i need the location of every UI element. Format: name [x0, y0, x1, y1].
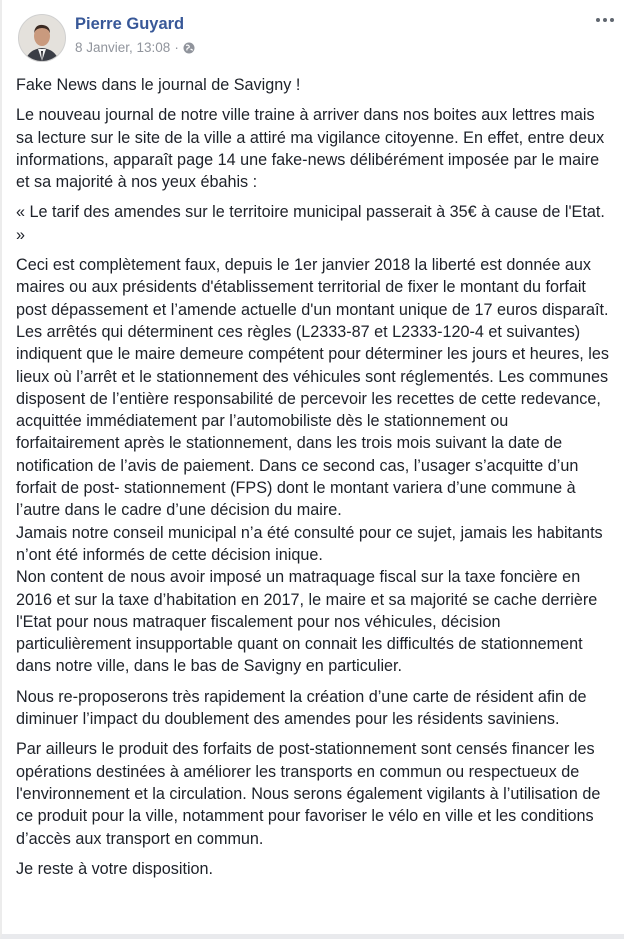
post-paragraph: « Le tarif des amendes sur le territoire municipal passerait à 35€ à cause de l'Etat. »	[16, 203, 605, 244]
post-paragraph: Ceci est complètement faux, depuis le 1er janvier 2018 la liberté est donnée aux maires ou aux présidents d'établissement territorial de fixer le montant du forfait post dépassement et l’amende actuelle d'un montant unique de 17 euros disparaît. Les arrêtés qui déterminent ces règles (L2333-87 et L2333-120-4 et suivantes) indiquent que le maire demeure compétent pour déterminer les jours et heures, les lieux où l’arrêt et le stationnement des véhicules sont réglementés. Les communes disposent de l’entière responsabilité de percevoir les recettes de cette redevance, acquittée immédiatement par l’automobiliste dès le stationnement ou forfaitairement après le stationnement, dans les trois mois suivant la date de notification de l’avis de paiement. Dans ce second cas, l’usager s’acquitte d’un forfait de post- stationnement (FPS) dont le montant variera d’une commune à l’autre dans le cadre d’une décision du maire. Jamais notre conseil municipal n’a été consulté pour ce sujet, jamais les habitants n’ont été informés de cette décision inique. Non content de nous avoir imposé un matraquage fiscal sur la taxe foncière en 2016 et sur la taxe d’habitation en 2017, le maire et sa majorité se cache derrière l'Etat pour nous matraquer fiscalement pour nos véhicules, décision particulièrement insupportable quant on connait les difficultés de stationnement dans notre ville, dans le bas de Savigny en particulier.	[16, 256, 609, 676]
author-name[interactable]: Pierre Guyard	[75, 15, 185, 33]
person-portrait-icon	[19, 15, 65, 61]
post-timestamp[interactable]: 8 Janvier, 13:08	[75, 40, 171, 55]
globe-icon[interactable]	[183, 42, 195, 54]
author-avatar[interactable]	[18, 14, 66, 62]
more-options-icon[interactable]	[596, 18, 614, 22]
post-meta	[75, 40, 195, 55]
meta-separator: ·	[174, 40, 179, 55]
post-paragraph: Nous re-proposerons très rapidement la création d’une carte de résident afin de diminuer l’impact du doublement des amendes pour les résidents saviniens.	[16, 687, 587, 729]
post-paragraph: Par ailleurs le produit des forfaits de post-stationnement sont censés financer les opérations destinées à améliorer les transports en commun ou respectueux de l'environnement et la circulation. Nous serons également vigilants à l’utilisation de ce produit pour la ville, notamment pour favoriser le vélo en ville et les conditions d’accès aux transport en commun.	[16, 740, 601, 848]
post-paragraph: Le nouveau journal de notre ville traine à arriver dans nos boites aux lettres mais sa lecture sur le site de la ville a attiré ma vigilance citoyenne. En effet, entre deux informations, apparaît page 14 une fake-news délibérément imposée par le maire et sa majorité à nos yeux ébahis :	[16, 106, 605, 192]
post-paragraph: Je reste à votre disposition.	[16, 859, 214, 878]
post-body	[16, 74, 616, 888]
post-paragraph: Fake News dans le journal de Savigny !	[16, 76, 301, 94]
